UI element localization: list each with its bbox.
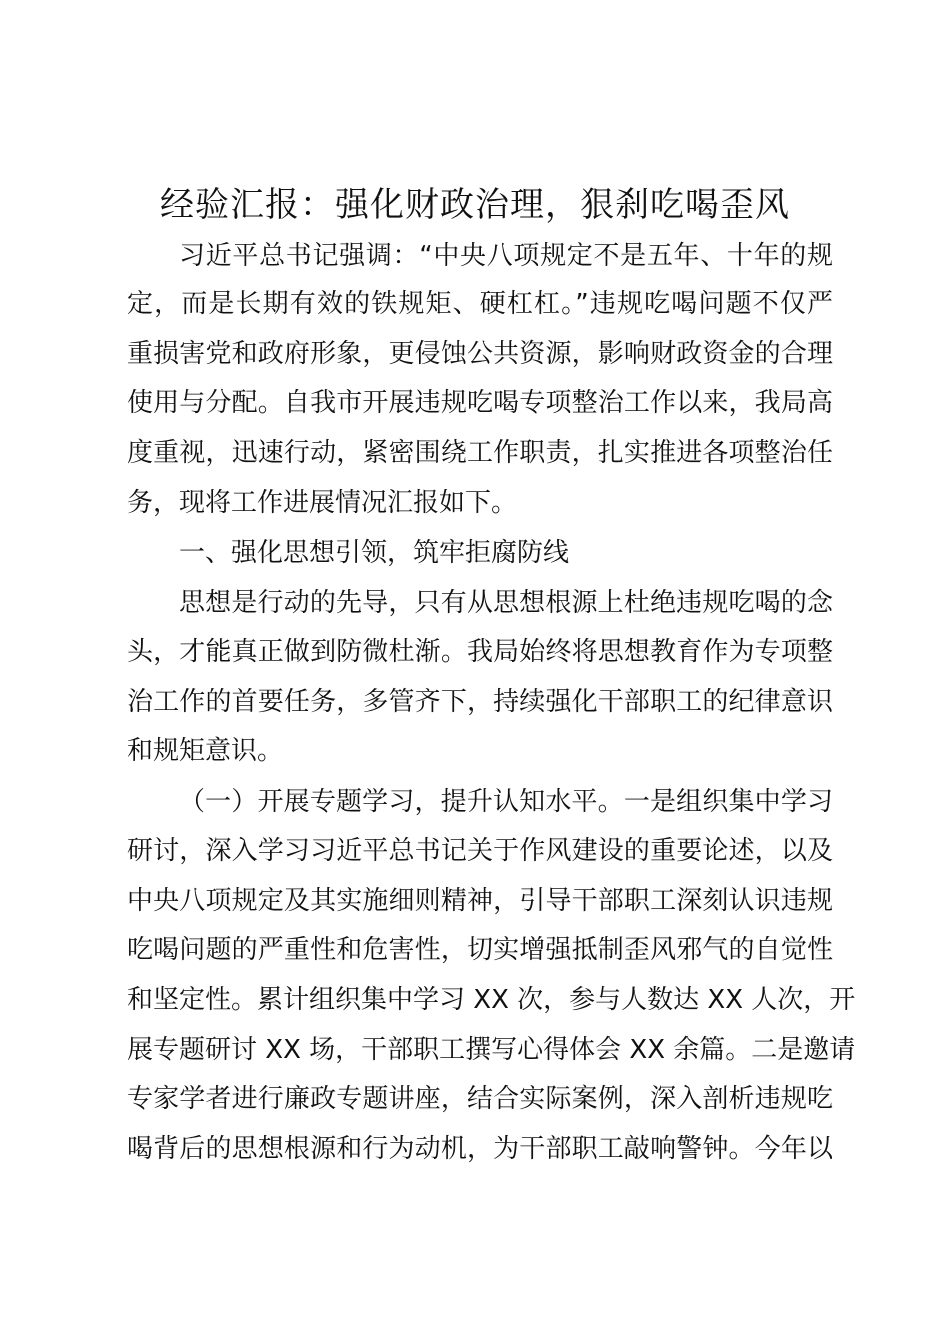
text-line: 研讨，深入学习习近平总书记关于作风建设的重要论述，以及	[127, 836, 833, 866]
text-line: 展专题研讨 XX 场，干部职工撰写心得体会 XX 余篇。二是邀请	[127, 1035, 856, 1065]
text-line: 习近平总书记强调：“中央八项规定不是五年、十年的规	[179, 241, 833, 271]
text-line: 使用与分配。自我市开展违规吃喝专项整治工作以来，我局高	[127, 388, 833, 418]
text-line: 思想是行动的先导，只有从思想根源上杜绝违规吃喝的念	[179, 588, 833, 618]
text-line: 中央八项规定及其实施细则精神，引导干部职工深刻认识违规	[127, 886, 833, 916]
document-title: 经验汇报：强化财政治理，狠刹吃喝歪风	[160, 185, 790, 225]
text-line: 和坚定性。累计组织集中学习 XX 次，参与人数达 XX 人次，开	[127, 985, 856, 1015]
text-line: 吃喝问题的严重性和危害性，切实增强抵制歪风邪气的自觉性	[127, 935, 833, 965]
section-heading: 一、强化思想引领，筑牢拒腐防线	[179, 538, 570, 568]
text-line: 定，而是长期有效的铁规矩、硬杠杠。”违规吃喝问题不仅严	[127, 289, 833, 319]
text-line: 喝背后的思想根源和行为动机，为干部职工敲响警钟。今年以	[127, 1134, 833, 1164]
text-line: 头，才能真正做到防微杜渐。我局始终将思想教育作为专项整	[127, 637, 833, 667]
text-line: 和规矩意识。	[127, 736, 284, 766]
text-line: 治工作的首要任务，多管齐下，持续强化干部职工的纪律意识	[127, 687, 833, 717]
text-line: 度重视，迅速行动，紧密围绕工作职责，扎实推进各项整治任	[127, 438, 833, 468]
text-line: 重损害党和政府形象，更侵蚀公共资源，影响财政资金的合理	[127, 339, 833, 369]
text-line: 务，现将工作进展情况汇报如下。	[127, 488, 518, 518]
text-line: （一）开展专题学习，提升认知水平。一是组织集中学习	[179, 787, 833, 817]
text-line: 专家学者进行廉政专题讲座，结合实际案例，深入剖析违规吃	[127, 1084, 833, 1114]
